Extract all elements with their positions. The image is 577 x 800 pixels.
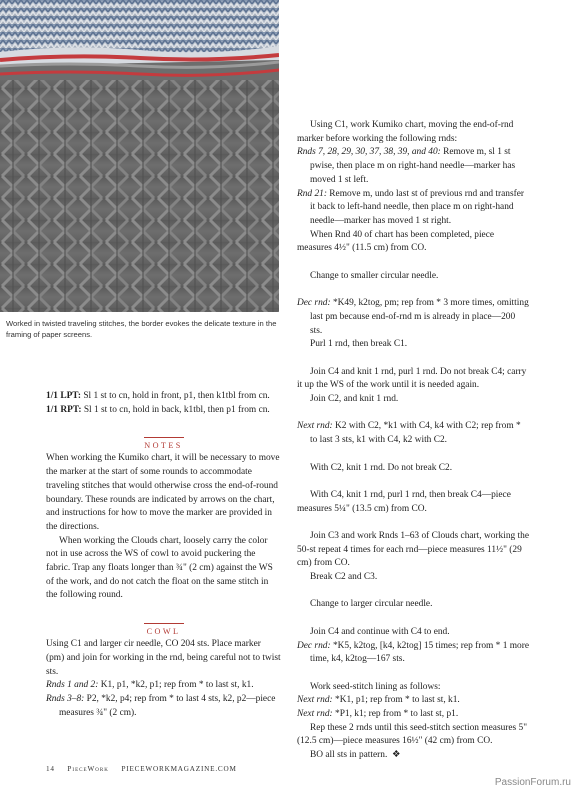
- bind-off: BO all sts in pattern. ❖: [310, 750, 401, 761]
- notes-heading: NOTES: [144, 441, 183, 451]
- cowl-rule: [144, 623, 184, 624]
- dec-rnd-2: Dec rnd: *K5, k2tog, [k4, k2tog] 15 times; rep from * 1 more time, k4, k2tog—167 sts.: [297, 640, 530, 665]
- seed-stitch-intro: Work seed-stitch lining as follows:: [310, 681, 441, 692]
- magazine-name: PieceWork: [67, 765, 109, 773]
- cowl-intro: Using C1 and larger cir needle, CO 204 sts. Place marker (pm) and join for working in the rnd, being careful not to twist sts.: [46, 639, 281, 677]
- seed-next-rnd-2: Next rnd: *P1, k1; rep from * to last st, p1.: [297, 709, 459, 720]
- abbrev-rpt: 1/1 RPT: Sl 1 st to cn, hold in back, k1tbl, then p1 from cn.: [46, 404, 270, 415]
- break-c2-c3: Break C2 and C3.: [310, 572, 378, 583]
- page-footer: [46, 765, 247, 773]
- with-c4: With C4, knit 1 rnd, purl 1 rnd, then break C4—piece measures 5¼" (13.5 cm) from CO.: [297, 489, 511, 514]
- cowl-heading: COWL: [146, 627, 181, 637]
- seed-next-rnd-1: Next rnd: *K1, p1; rep from * to last st, k1.: [297, 695, 460, 706]
- photo-caption: Worked in twisted traveling stitches, the border evokes the delicate texture in the framing of paper screens.: [6, 319, 277, 339]
- join-c2: Join C2, and knit 1 rnd.: [310, 394, 399, 405]
- with-c2: With C2, knit 1 rnd. Do not break C2.: [310, 462, 453, 473]
- next-rnd-colorwork: Next rnd: K2 with C2, *k1 with C4, k4 with C2; rep from * to last 3 sts, k1 with C4, k2 with C2.: [297, 421, 521, 446]
- magazine-url: PIECEWORKMAGAZINE.COM: [121, 765, 237, 773]
- cowl-rnds-3-8: Rnds 3–8: P2, *k2, p4; rep from * to last 4 sts, k2, p2—piece measures ¾" (2 cm).: [46, 693, 276, 718]
- kumiko-intro: Using C1, work Kumiko chart, moving the end-of-rnd marker before working the following rnds:: [297, 120, 514, 144]
- right-column: [297, 119, 529, 763]
- dec-rnd-1: Dec rnd: *K49, k2tog, pm; rep from * 3 more times, omitting last pm because end-of-rnd m is already in place—200 sts.: [297, 298, 529, 336]
- change-smaller-needle: Change to smaller circular needle.: [310, 270, 439, 281]
- end-mark-icon: ❖: [392, 750, 401, 761]
- join-c4-end: Join C4 and continue with C4 to end.: [310, 626, 450, 637]
- knitting-photo: [0, 0, 279, 312]
- page-number: 14: [46, 765, 55, 773]
- join-c4: Join C4 and knit 1 rnd, purl 1 rnd. Do not break C4; carry it up the WS of the work until it is needed again.: [297, 366, 527, 391]
- notes-paragraph-2: When working the Clouds chart, loosely carry the color not in use across the WS of cowl to avoid puckering the fabric. Trap any floats longer than ¾" (2 cm) against the WS of the work, and do not catch the float on the same stitch in the following round.: [46, 535, 273, 601]
- watermark: PassionForum.ru: [494, 777, 571, 788]
- knitting-photo-image: [0, 0, 279, 312]
- rnds-move-left: Rnds 7, 28, 29, 30, 37, 38, 39, and 40: Remove m, sl 1 st pwise, then place m on right-hand needle—marker has moved 1 st left.: [297, 147, 516, 185]
- join-c3-clouds: Join C3 and work Rnds 1–63 of Clouds chart, working the 50-st repeat 4 times for each rnd—piece measures 11½" (29 cm) from CO.: [297, 530, 529, 569]
- cowl-rnds-1-2: Rnds 1 and 2: K1, p1, *k2, p1; rep from * to last st, k1.: [46, 680, 254, 691]
- notes-paragraph-1: When working the Kumiko chart, it will be necessary to move the marker at the start of some rounds to accommodate traveling stitches that would otherwise cross the end-of-round boundary. These rounds are indicated by arrows on the chart, and instructions for how to move the marker are provided in the directions.: [46, 453, 280, 532]
- change-larger-needle: Change to larger circular needle.: [310, 599, 433, 610]
- seed-repeat: Rep these 2 rnds until this seed-stitch section measures 5" (12.5 cm)—piece measures 16½" (42 cm) from CO.: [297, 722, 528, 747]
- purl-rnd: Purl 1 rnd, then break C1.: [310, 339, 408, 350]
- rnd-40-complete: When Rnd 40 of chart has been completed, piece measures 4½" (11.5 cm) from CO.: [297, 229, 495, 254]
- rnd-21: Rnd 21: Remove m, undo last st of previous rnd and transfer it back to left-hand needle, then place m on right-hand needle—marker has moved 1 st right.: [297, 188, 525, 226]
- abbrev-lpt: 1/1 LPT: Sl 1 st to cn, hold in front, p1, then k1tbl from cn.: [46, 391, 270, 401]
- notes-rule: [144, 437, 184, 438]
- left-column: [46, 390, 281, 720]
